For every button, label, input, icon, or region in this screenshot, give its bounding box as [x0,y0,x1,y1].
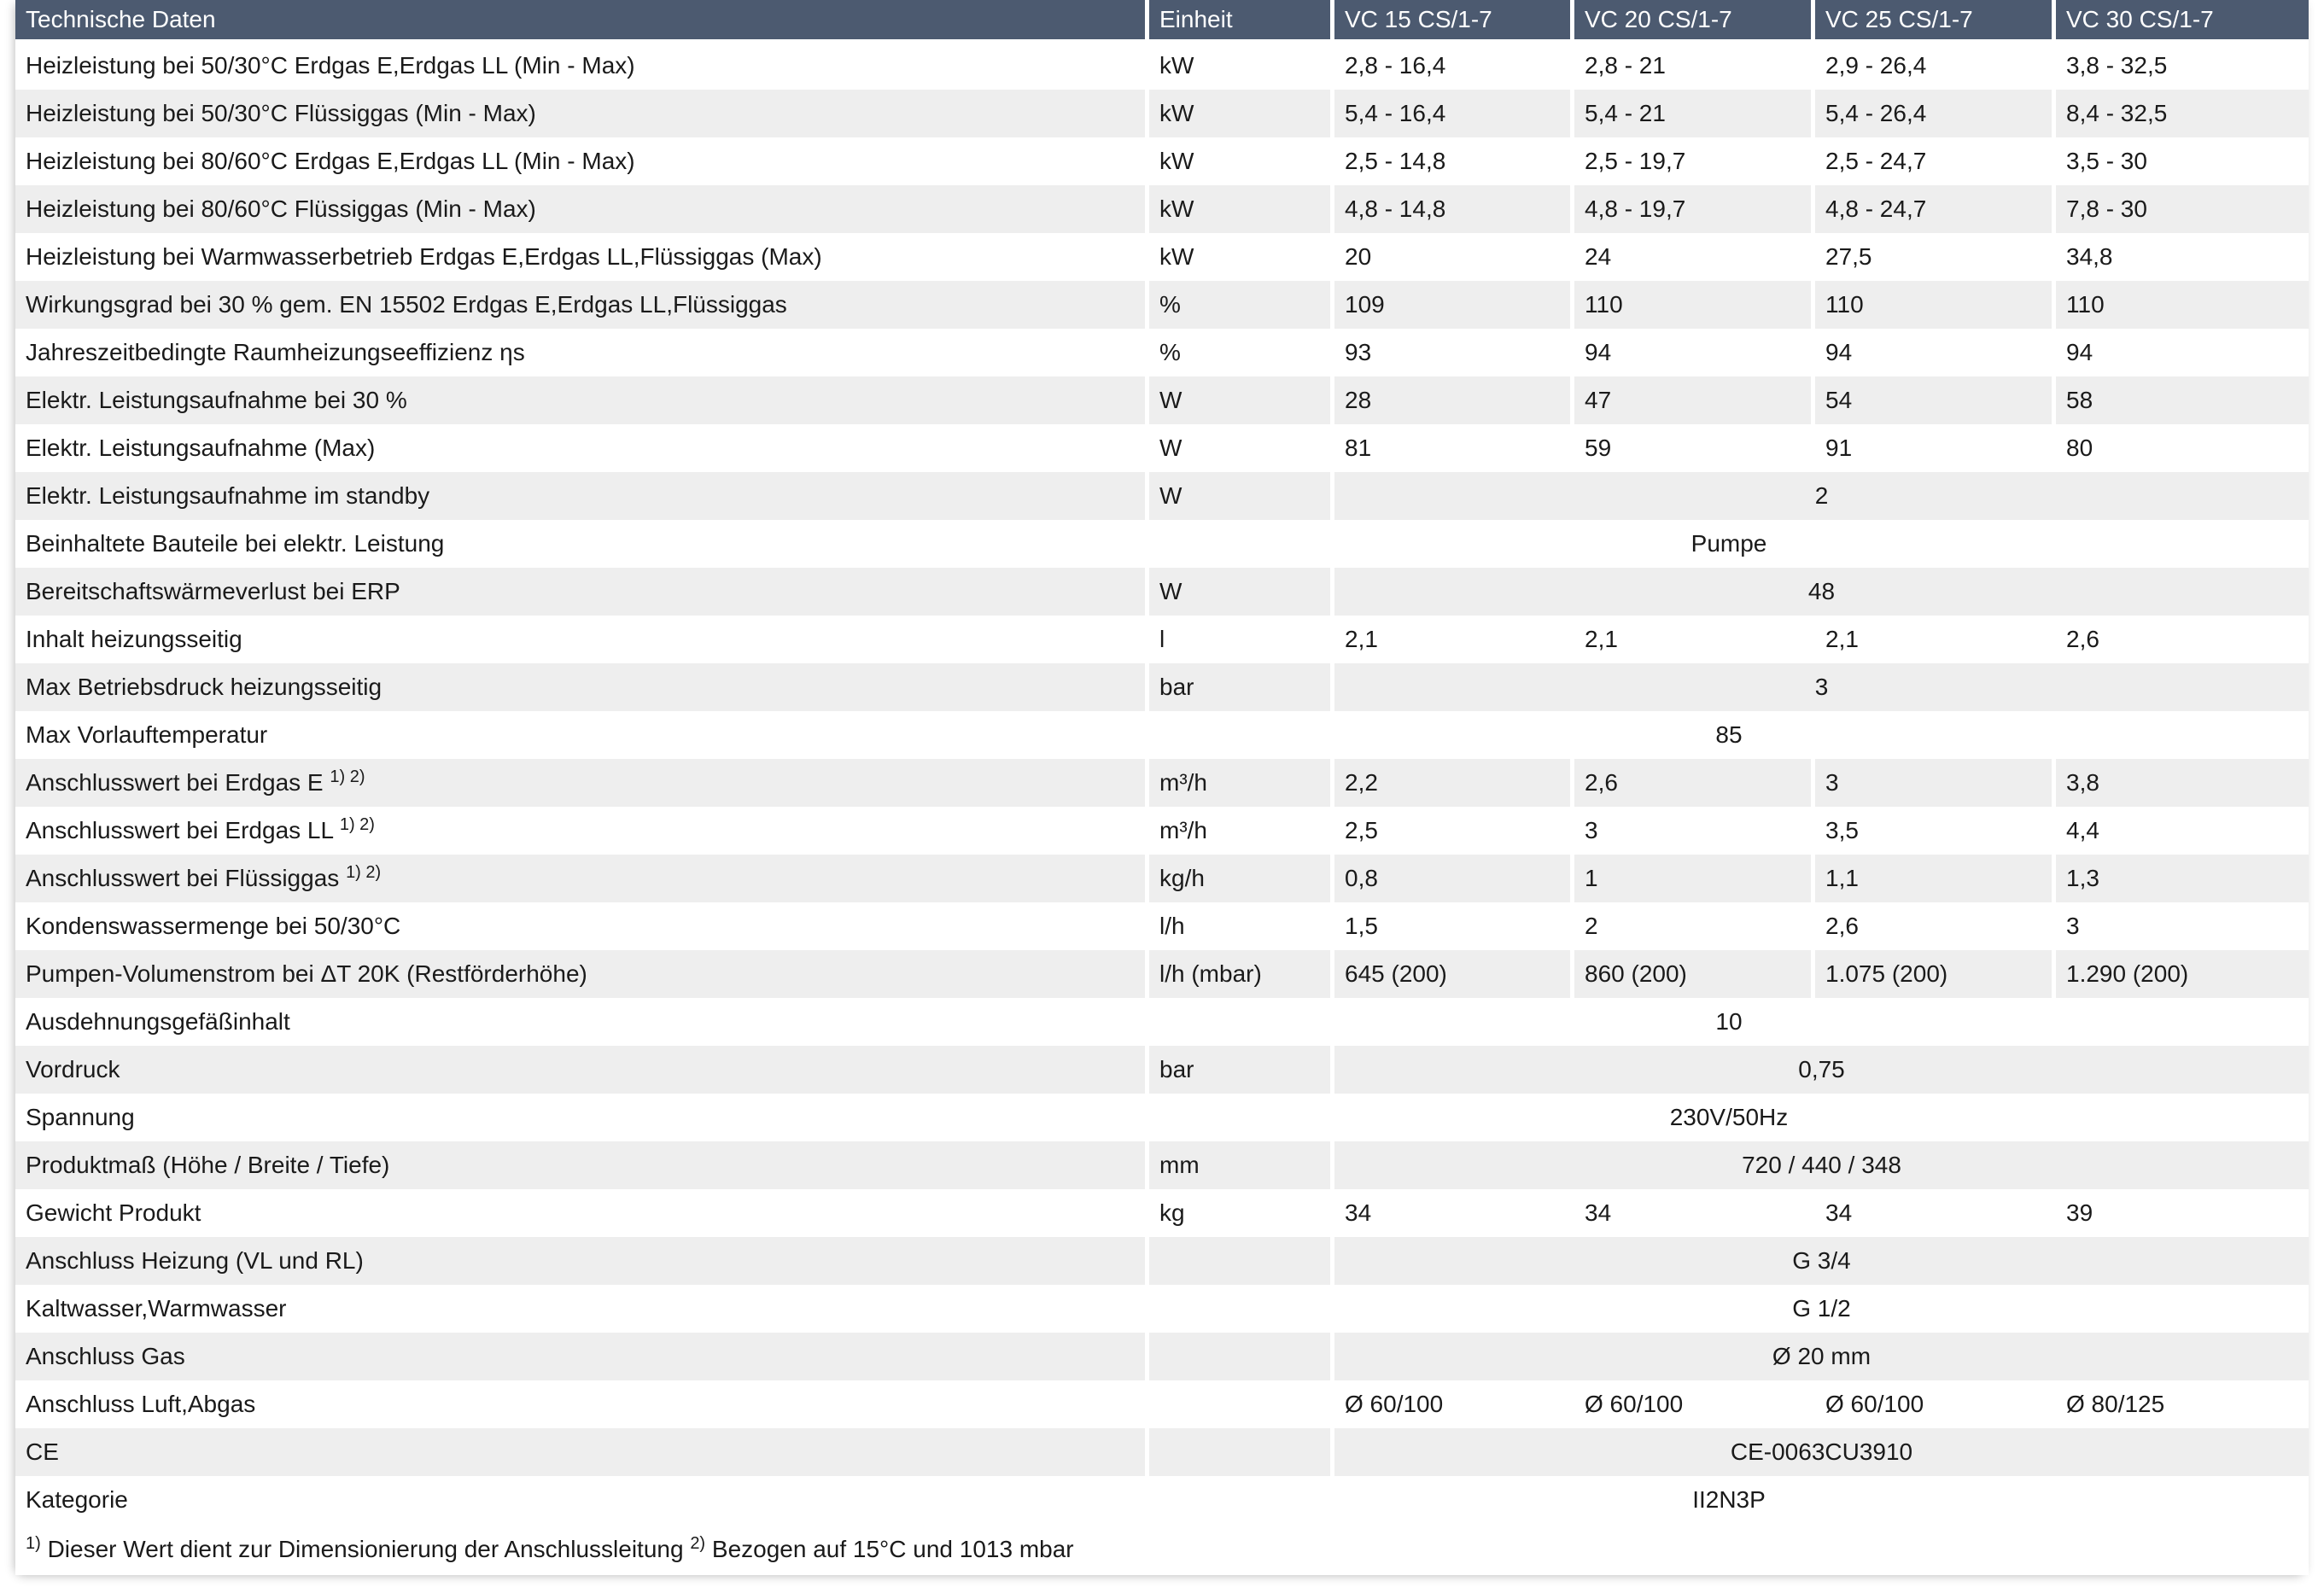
row-label-text: Elektr. Leistungsaufnahme (Max) [26,435,376,461]
value-cell: 2,6 [2056,616,2309,663]
value-cell: 3 [2056,902,2309,950]
row-label-text: Heizleistung bei 80/60°C Flüssiggas (Min - Max) [26,195,536,222]
value-cell: 110 [2056,281,2309,329]
table-row [15,329,2309,376]
table-row [15,663,2309,711]
footnote-row [15,1524,2309,1575]
value-cell: 3,8 - 32,5 [2056,42,2309,90]
row-label-text: Kondenswassermenge bei 50/30°C [26,913,401,939]
table-row [15,1237,2309,1285]
row-label [15,663,1145,711]
row-label [15,185,1145,233]
row-label [15,902,1145,950]
row-label-text: Inhalt heizungsseitig [26,626,242,652]
value-cell: 1.290 (200) [2056,950,2309,998]
row-label-text: Elektr. Leistungsaufnahme bei 30 % [26,387,407,413]
value-cell: 4,8 - 19,7 [1574,185,1811,233]
footnote-text: Bezogen auf 15°C und 1013 mbar [705,1536,1074,1562]
row-label-text: Jahreszeitbedingte Raumheizungseeffizienz ηs [26,339,525,365]
value-cell: 2,1 [1815,616,2052,663]
merged-value: 10 [1149,998,2309,1046]
row-label [15,376,1145,424]
table-row [15,616,2309,663]
table-row [15,1380,2309,1428]
table-row [15,902,2309,950]
unit-cell: bar [1149,663,1330,711]
value-cell: 59 [1574,424,1811,472]
value-cell: 1,1 [1815,855,2052,902]
value-cell: 2,1 [1574,616,1811,663]
unit-cell [1149,1285,1330,1333]
value-cell: 94 [2056,329,2309,376]
row-label-text: Heizleistung bei 80/60°C Erdgas E,Erdgas LL (Min - Max) [26,148,635,174]
value-cell: Ø 60/100 [1815,1380,2052,1428]
row-label [15,807,1145,855]
value-cell: 3,8 [2056,759,2309,807]
row-label-text: Kaltwasser,Warmwasser [26,1295,287,1322]
merged-value: 720 / 440 / 348 [1334,1141,2309,1189]
unit-cell: W [1149,376,1330,424]
value-cell: Ø 80/125 [2056,1380,2309,1428]
table-body [15,42,2309,1575]
value-cell: 34 [1815,1189,2052,1237]
merged-value: 0,75 [1334,1046,2309,1094]
value-cell: Ø 60/100 [1334,1380,1570,1428]
merged-value: 3 [1334,663,2309,711]
merged-value: 85 [1149,711,2309,759]
unit-cell [1149,1333,1330,1380]
footnote-text: Dieser Wert dient zur Dimensionierung der Anschlussleitung [40,1536,691,1562]
footnote-marker: 2) [690,1534,706,1553]
value-cell: 39 [2056,1189,2309,1237]
table-row [15,185,2309,233]
tech-data-panel [15,0,2304,1571]
row-label-text: Spannung [26,1104,135,1130]
row-label [15,42,1145,90]
table-row [15,568,2309,616]
unit-cell: kW [1149,90,1330,137]
value-cell: 110 [1574,281,1811,329]
table-row [15,1189,2309,1237]
unit-cell: bar [1149,1046,1330,1094]
row-label-text: Anschluss Heizung (VL und RL) [26,1247,364,1274]
value-cell: 54 [1815,376,2052,424]
value-cell: 94 [1574,329,1811,376]
table-row [15,1333,2309,1380]
footnote-marker: 1) [26,1534,41,1553]
row-label-text: Anschlusswert bei Flüssiggas [26,865,340,891]
row-label [15,233,1145,281]
row-label-text: Heizleistung bei 50/30°C Flüssiggas (Min - Max) [26,100,536,126]
row-label [15,759,1145,807]
table-row [15,42,2309,90]
value-cell: 2,9 - 26,4 [1815,42,2052,90]
unit-cell [1149,1428,1330,1476]
row-label-text: Pumpen-Volumenstrom bei ΔT 20K (Restförderhöhe) [26,960,587,987]
row-label [15,424,1145,472]
value-cell: 1.075 (200) [1815,950,2052,998]
header-technische-daten: Technische Daten [15,0,1145,42]
value-cell: 2,5 - 19,7 [1574,137,1811,185]
row-label-text: Anschlusswert bei Erdgas LL [26,817,334,843]
value-cell: 94 [1815,329,2052,376]
table-row [15,950,2309,998]
value-cell: 3,5 [1815,807,2052,855]
table-row [15,711,2309,759]
value-cell: 91 [1815,424,2052,472]
row-label [15,1428,1145,1476]
unit-cell: l/h [1149,902,1330,950]
value-cell: 5,4 - 26,4 [1815,90,2052,137]
row-label [15,520,1145,568]
row-label [15,855,1145,902]
row-label [15,137,1145,185]
row-label [15,90,1145,137]
table-row [15,90,2309,137]
value-cell: 0,8 [1334,855,1570,902]
row-label-text: Max Betriebsdruck heizungsseitig [26,674,382,700]
row-label [15,1476,1145,1524]
row-label-text: Elektr. Leistungsaufnahme im standby [26,482,430,509]
unit-cell: kW [1149,42,1330,90]
header-vc20: VC 20 CS/1-7 [1574,0,1811,42]
row-label-text: CE [26,1438,59,1465]
row-label [15,616,1145,663]
value-cell: 2,6 [1574,759,1811,807]
row-label-text: Wirkungsgrad bei 30 % gem. EN 15502 Erdgas E,Erdgas LL,Flüssiggas [26,291,787,318]
merged-value: CE-0063CU3910 [1334,1428,2309,1476]
unit-cell: kW [1149,137,1330,185]
value-cell: 4,8 - 14,8 [1334,185,1570,233]
table-row [15,281,2309,329]
table-row [15,807,2309,855]
value-cell: 645 (200) [1334,950,1570,998]
unit-cell: W [1149,568,1330,616]
value-cell: 2,5 - 24,7 [1815,137,2052,185]
value-cell: 2,1 [1334,616,1570,663]
value-cell: 2,6 [1815,902,2052,950]
value-cell: 93 [1334,329,1570,376]
row-label-text: Anschlusswert bei Erdgas E [26,769,324,796]
row-label [15,329,1145,376]
unit-cell: kg/h [1149,855,1330,902]
row-label [15,1237,1145,1285]
table-row [15,1476,2309,1524]
table-row [15,998,2309,1046]
value-cell: 2,5 - 14,8 [1334,137,1570,185]
value-cell: 2,5 [1334,807,1570,855]
row-label-text: Anschluss Luft,Abgas [26,1391,256,1417]
merged-value: Pumpe [1149,520,2309,568]
row-label [15,1141,1145,1189]
value-cell: 5,4 - 21 [1574,90,1811,137]
value-cell: 3 [1815,759,2052,807]
row-label-text: Kategorie [26,1486,128,1513]
unit-cell: m³/h [1149,759,1330,807]
row-label-text: Anschluss Gas [26,1343,185,1369]
value-cell: 24 [1574,233,1811,281]
value-cell: 2,8 - 21 [1574,42,1811,90]
unit-cell: mm [1149,1141,1330,1189]
row-label-text: Gewicht Produkt [26,1199,201,1226]
table-row [15,424,2309,472]
row-label-text: Beinhaltete Bauteile bei elektr. Leistung [26,530,445,557]
table-row [15,1285,2309,1333]
value-cell: 4,4 [2056,807,2309,855]
value-cell: 81 [1334,424,1570,472]
row-label-text: Ausdehnungsgefäßinhalt [26,1008,290,1035]
row-label [15,472,1145,520]
table-row [15,1141,2309,1189]
footnote [15,1524,2309,1575]
unit-cell: W [1149,424,1330,472]
value-cell: 34 [1334,1189,1570,1237]
value-cell: 1 [1574,855,1811,902]
unit-cell: % [1149,329,1330,376]
row-label-text: Max Vorlauftemperatur [26,721,268,748]
tech-data-table [11,0,2313,1575]
table-row [15,1094,2309,1141]
footnote-marker: 1) 2) [346,863,382,882]
unit-cell: l/h (mbar) [1149,950,1330,998]
row-label [15,711,1145,759]
row-label [15,950,1145,998]
value-cell: 20 [1334,233,1570,281]
row-label [15,1380,1145,1428]
table-row [15,376,2309,424]
value-cell: 110 [1815,281,2052,329]
row-label-text: Vordruck [26,1056,120,1082]
merged-value: II2N3P [1149,1476,2309,1524]
value-cell: 3 [1574,807,1811,855]
header-vc30: VC 30 CS/1-7 [2056,0,2309,42]
row-label [15,1285,1145,1333]
merged-value: G 3/4 [1334,1237,2309,1285]
merged-value: 2 [1334,472,2309,520]
value-cell: 2,2 [1334,759,1570,807]
value-cell: 47 [1574,376,1811,424]
merged-value: G 1/2 [1334,1285,2309,1333]
header-einheit: Einheit [1149,0,1330,42]
table-row [15,472,2309,520]
unit-cell: W [1149,472,1330,520]
row-label [15,1189,1145,1237]
unit-cell [1149,1380,1330,1428]
value-cell: 1,5 [1334,902,1570,950]
table-row [15,855,2309,902]
row-label [15,568,1145,616]
footnote-marker: 1) 2) [330,767,365,786]
table-row [15,137,2309,185]
header-vc15: VC 15 CS/1-7 [1334,0,1570,42]
value-cell: 28 [1334,376,1570,424]
value-cell: 34 [1574,1189,1811,1237]
unit-cell: kW [1149,233,1330,281]
value-cell: 860 (200) [1574,950,1811,998]
table-row [15,759,2309,807]
row-label-text: Heizleistung bei Warmwasserbetrieb Erdgas E,Erdgas LL,Flüssiggas (Max) [26,243,822,270]
value-cell: 58 [2056,376,2309,424]
unit-cell [1149,1237,1330,1285]
unit-cell: kW [1149,185,1330,233]
row-label [15,1333,1145,1380]
value-cell: 3,5 - 30 [2056,137,2309,185]
row-label [15,998,1145,1046]
unit-cell: l [1149,616,1330,663]
table-row [15,520,2309,568]
unit-cell: kg [1149,1189,1330,1237]
value-cell: 34,8 [2056,233,2309,281]
row-label-text: Bereitschaftswärmeverlust bei ERP [26,578,400,604]
value-cell: 5,4 - 16,4 [1334,90,1570,137]
footnote-marker: 1) 2) [339,815,375,834]
value-cell: 2 [1574,902,1811,950]
value-cell: 8,4 - 32,5 [2056,90,2309,137]
row-label-text: Produktmaß (Höhe / Breite / Tiefe) [26,1152,390,1178]
table-header-row [15,0,2309,42]
value-cell: Ø 60/100 [1574,1380,1811,1428]
table-row [15,233,2309,281]
table-row [15,1046,2309,1094]
value-cell: 1,3 [2056,855,2309,902]
merged-value: 230V/50Hz [1149,1094,2309,1141]
value-cell: 27,5 [1815,233,2052,281]
table-row [15,1428,2309,1476]
unit-cell: % [1149,281,1330,329]
row-label [15,1046,1145,1094]
merged-value: Ø 20 mm [1334,1333,2309,1380]
value-cell: 80 [2056,424,2309,472]
row-label [15,1094,1145,1141]
row-label [15,281,1145,329]
merged-value: 48 [1334,568,2309,616]
value-cell: 7,8 - 30 [2056,185,2309,233]
row-label-text: Heizleistung bei 50/30°C Erdgas E,Erdgas LL (Min - Max) [26,52,635,79]
value-cell: 4,8 - 24,7 [1815,185,2052,233]
value-cell: 109 [1334,281,1570,329]
unit-cell: m³/h [1149,807,1330,855]
value-cell: 2,8 - 16,4 [1334,42,1570,90]
header-vc25: VC 25 CS/1-7 [1815,0,2052,42]
